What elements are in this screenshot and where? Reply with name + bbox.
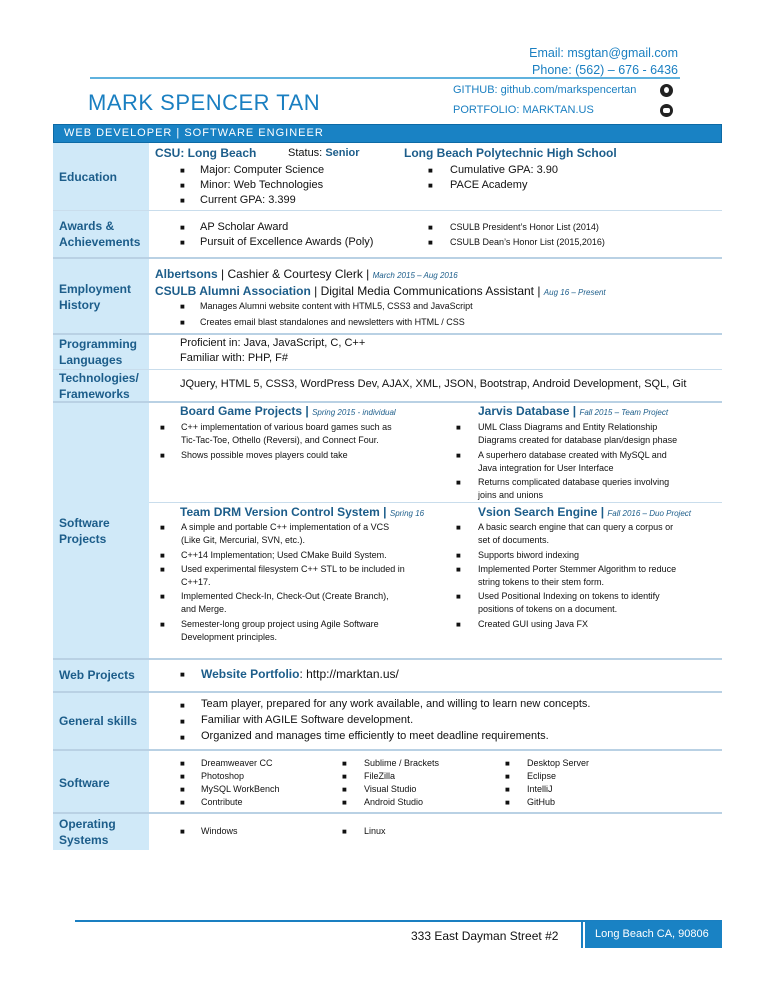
bullet-icon: ■ (180, 798, 185, 807)
project-line: Implemented Check-In, Check-Out (Create Branch), (181, 591, 389, 601)
bullet-icon: ■ (160, 565, 165, 574)
bullet-icon: ■ (456, 523, 461, 532)
project-vsion (478, 505, 691, 519)
project-sep: | (597, 505, 608, 519)
bullet-icon: ■ (180, 701, 185, 710)
software-item: Photoshop (201, 771, 245, 781)
section-label-software-projects-2: Projects (59, 532, 107, 546)
job-1-company: Albertsons (155, 267, 218, 281)
website-portfolio-url[interactable]: : http://marktan.us/ (299, 667, 399, 681)
bullet-icon: ■ (505, 772, 510, 781)
bullet-icon: ■ (180, 196, 185, 205)
row-divider (53, 333, 722, 335)
education-item: Minor: Web Technologies (200, 179, 324, 191)
software-item: MySQL WorkBench (201, 784, 280, 794)
footer-separator (581, 921, 583, 948)
footer-address: 333 East Dayman Street #2 (411, 929, 559, 943)
status-label: Status: (288, 147, 323, 159)
project-line: positions of tokens on a document. (478, 604, 618, 614)
bullet-icon: ■ (342, 785, 347, 794)
project-line: Returns complicated database queries involving (478, 477, 670, 487)
programming-proficient: Proficient in: Java, JavaScript, C, C++ (180, 337, 366, 349)
portfolio-icon[interactable] (660, 104, 673, 117)
bullet-icon: ■ (342, 798, 347, 807)
award-item: AP Scholar Award (200, 221, 289, 233)
section-label-education: Education (59, 170, 118, 184)
project-sep: | (302, 404, 313, 418)
job-2-dates: Aug 16 – Present (543, 288, 606, 297)
project-line: and Merge. (181, 604, 227, 614)
project-line: Created GUI using Java FX (478, 619, 589, 629)
phone-text: Phone: (562) – 676 - 6436 (532, 63, 678, 77)
software-item: Dreamweaver CC (201, 758, 273, 768)
section-label-programming: Programming (59, 337, 138, 351)
row-divider (53, 257, 722, 259)
bullet-icon: ■ (428, 238, 433, 247)
project-line: A superhero database created with MySQL and (478, 450, 667, 460)
status-value: Senior (325, 147, 360, 159)
bullet-icon: ■ (180, 772, 185, 781)
website-portfolio[interactable] (201, 667, 399, 681)
skill-item: Familiar with AGILE Software development. (201, 714, 414, 726)
software-item: Visual Studio (364, 784, 417, 794)
section-label-web-projects: Web Projects (59, 668, 135, 682)
row-divider (53, 749, 722, 751)
section-label-general-skills: General skills (59, 714, 138, 728)
education-school-2: Long Beach Polytechnic High School (404, 146, 617, 160)
bullet-icon: ■ (180, 717, 185, 726)
education-item: PACE Academy (450, 179, 528, 191)
portfolio-link[interactable]: PORTFOLIO: MARKTAN.US (453, 104, 594, 116)
row-divider (53, 658, 722, 660)
bullet-icon: ■ (160, 620, 165, 629)
footer-city: Long Beach CA, 90806 (595, 928, 709, 940)
education-school-1: CSU: Long Beach (155, 146, 257, 160)
project-line: Supports biword indexing (478, 550, 580, 560)
project-line: Tic-Tac-Toe, Othello (Reversi), and Connect Four. (181, 435, 379, 445)
project-line: C++ implementation of various board games such as (181, 422, 392, 432)
project-title: Jarvis Database (478, 404, 570, 418)
bullet-icon: ■ (342, 759, 347, 768)
project-title: Team DRM Version Control System (180, 505, 380, 519)
bullet-icon: ■ (505, 798, 510, 807)
bullet-icon: ■ (428, 166, 433, 175)
section-label-os-2: Systems (59, 833, 109, 847)
section-label-technologies-2: Frameworks (59, 387, 130, 401)
bullet-icon: ■ (180, 318, 185, 327)
software-item: Eclipse (527, 771, 557, 781)
project-sep: | (379, 505, 390, 519)
bullet-icon: ■ (456, 423, 461, 432)
project-title: Board Game Projects (180, 404, 303, 418)
project-meta: Fall 2016 – Duo Project (607, 509, 692, 518)
bullet-icon: ■ (180, 181, 185, 190)
job-item: Creates email blast standalones and newsletters with HTML / CSS (200, 317, 465, 327)
project-line: set of documents. (478, 535, 550, 545)
project-meta: Spring 2015 - individual (312, 408, 396, 417)
project-line: Java integration for User Interface (478, 463, 614, 473)
project-line: C++14 Implementation; Used CMake Build System. (181, 550, 387, 560)
title-bar (53, 124, 722, 143)
technologies-list: JQuery, HTML 5, CSS3, WordPress Dev, AJAX, XML, JSON, Bootstrap, Android Development, SQL, Git (180, 378, 687, 390)
job-1-role: | Cashier & Courtesy Clerk | (217, 267, 373, 281)
bullet-icon: ■ (160, 451, 165, 460)
section-label-software: Software (59, 776, 110, 790)
project-line: Used Positional Indexing on tokens to identify (478, 591, 660, 601)
bullet-icon: ■ (180, 302, 185, 311)
section-label-employment: Employment (59, 282, 132, 296)
software-item: Android Studio (364, 797, 424, 807)
footer-city-box (585, 921, 722, 948)
os-item: Linux (364, 826, 386, 836)
job-2 (155, 284, 606, 298)
project-line: Diagrams created for database plan/design phase (478, 435, 678, 445)
github-icon[interactable] (660, 84, 673, 97)
education-item: Major: Computer Science (200, 164, 325, 176)
bullet-icon: ■ (180, 223, 185, 232)
project-line: (Like Git, Mercurial, SVN, etc.). (181, 535, 306, 545)
job-2-company: CSULB Alumni Association (155, 284, 311, 298)
section-label-awards: Awards & (59, 219, 115, 233)
row-divider (53, 812, 722, 814)
project-line: Implemented Porter Stemmer Algorithm to reduce (478, 564, 677, 574)
software-item: FileZilla (364, 771, 396, 781)
bullet-icon: ■ (180, 827, 185, 836)
education-item: Cumulative GPA: 3.90 (450, 164, 559, 176)
section-label-software-projects: Software (59, 516, 110, 530)
software-item: Desktop Server (527, 758, 590, 768)
project-line: string tokens to their stem form. (478, 577, 605, 587)
bullet-icon: ■ (180, 733, 185, 742)
project-line: A simple and portable C++ implementation of a VCS (181, 522, 390, 532)
software-item: GitHub (527, 797, 556, 807)
project-meta: Fall 2015 – Team Project (579, 408, 669, 417)
bullet-icon: ■ (180, 670, 185, 679)
project-line: UML Class Diagrams and Entity Relationship (478, 422, 658, 432)
website-portfolio-title: Website Portfolio (201, 667, 300, 681)
job-item: Manages Alumni website content with HTML5, CSS3 and JavaScript (200, 301, 473, 311)
software-item: Sublime / Brackets (364, 758, 440, 768)
project-line: Development principles. (181, 632, 278, 642)
bullet-icon: ■ (342, 772, 347, 781)
project-line: C++17. (181, 577, 211, 587)
header-divider (90, 77, 680, 79)
bullet-icon: ■ (180, 166, 185, 175)
job-1 (155, 267, 458, 281)
job-2-role: | Digital Media Communications Assistant | (310, 284, 544, 298)
row-divider (53, 401, 722, 403)
project-meta: Spring 16 (389, 509, 425, 518)
row-divider (53, 691, 722, 693)
project-line: Semester-long group project using Agile Software (181, 619, 379, 629)
project-line: Used experimental filesystem C++ STL to be included in (181, 564, 405, 574)
bullet-icon: ■ (160, 523, 165, 532)
section-label-technologies: Technologies/ (59, 371, 139, 385)
software-item: IntelliJ (527, 784, 553, 794)
project-sep: | (569, 404, 580, 418)
row-divider (53, 210, 722, 211)
section-label-programming-2: Languages (59, 353, 123, 367)
row-divider (53, 369, 722, 370)
section-label-awards-2: Achievements (59, 235, 141, 249)
candidate-name: MARK SPENCER TAN (88, 90, 321, 115)
project-team-drm (180, 505, 424, 519)
project-board-game (180, 404, 396, 418)
education-item: Current GPA: 3.399 (200, 194, 296, 206)
project-jarvis (478, 404, 668, 418)
job-title: WEB DEVELOPER | SOFTWARE ENGINEER (64, 127, 324, 139)
email-text: Email: msgtan@gmail.com (529, 46, 678, 60)
bullet-icon: ■ (456, 592, 461, 601)
github-link[interactable]: GITHUB: github.com/markspencertan (453, 84, 637, 96)
award-item: CSULB President’s Honor List (2014) (450, 222, 599, 232)
bullet-icon: ■ (505, 759, 510, 768)
os-item: Windows (201, 826, 238, 836)
project-line: A basic search engine that can query a corpus or (478, 522, 674, 532)
skill-item: Team player, prepared for any work available, and willing to learn new concepts. (201, 698, 591, 710)
skill-item: Organized and manages time efficiently to meet deadline requirements. (201, 730, 549, 742)
job-1-dates: March 2015 – Aug 2016 (372, 271, 458, 280)
bullet-icon: ■ (456, 451, 461, 460)
bullet-icon: ■ (180, 759, 185, 768)
bullet-icon: ■ (180, 238, 185, 247)
bullet-icon: ■ (456, 620, 461, 629)
bullet-icon: ■ (428, 181, 433, 190)
bullet-icon: ■ (180, 785, 185, 794)
section-label-employment-2: History (59, 298, 101, 312)
bullet-icon: ■ (456, 478, 461, 487)
bullet-icon: ■ (505, 785, 510, 794)
project-line: Shows possible moves players could take (181, 450, 348, 460)
project-line: joins and unions (478, 490, 544, 500)
award-item: Pursuit of Excellence Awards (Poly) (200, 236, 374, 248)
award-item: CSULB Dean’s Honor List (2015,2016) (450, 237, 605, 247)
bullet-icon: ■ (342, 827, 347, 836)
software-item: Contribute (201, 797, 243, 807)
bullet-icon: ■ (428, 223, 433, 232)
bullet-icon: ■ (160, 592, 165, 601)
project-title: Vsion Search Engine (478, 505, 598, 519)
programming-familiar: Familiar with: PHP, F# (180, 352, 288, 364)
section-label-os: Operating (59, 817, 116, 831)
bullet-icon: ■ (456, 551, 461, 560)
row-divider (149, 502, 722, 503)
bullet-icon: ■ (160, 551, 165, 560)
bullet-icon: ■ (456, 565, 461, 574)
bullet-icon: ■ (160, 423, 165, 432)
education-status (288, 147, 360, 159)
